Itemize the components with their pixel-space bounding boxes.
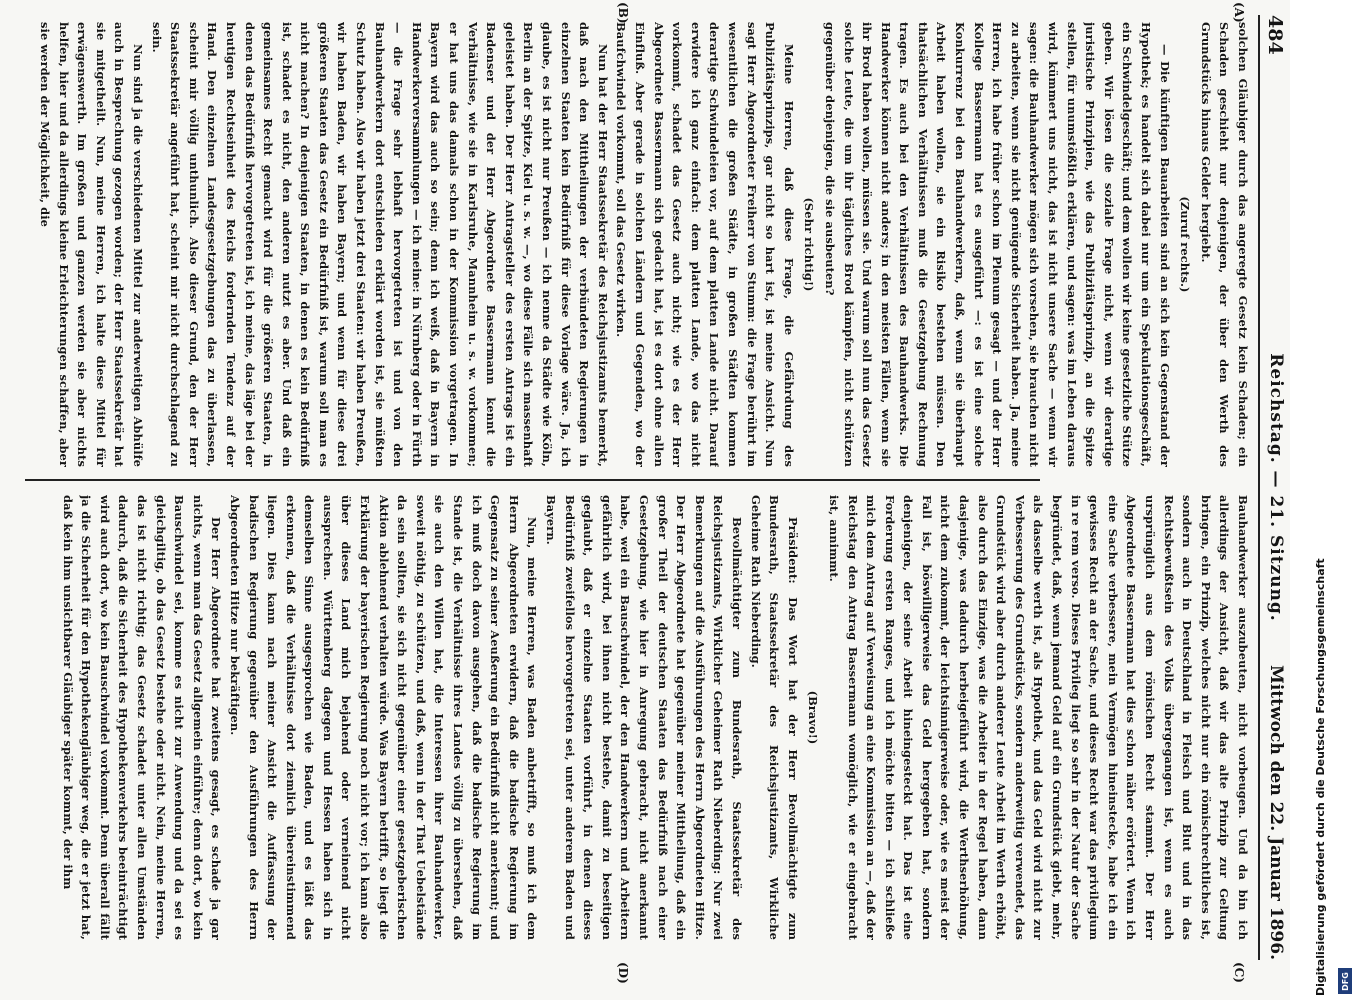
paragraph: Nun, meine Herren, was Baden anbetrifft, so muß ich dem Herrn Abgeordneten erwidern, daß die badische Regierung im Gegensatz zu seiner Aeußerung ein Bedürfniß nicht anerkennt; und ich muß doch davon ausgehen, daß die badische Regierung im Stande ist, die Verhältnisse ihres Landes völlig zu übersehen, daß sie auch den Willen hat, die Interessen ihrer Bauhandwerker, soweit nöthig, zu schützen, und daß, wenn in der That Uebelstände da sein sollten, sie sich nicht gegenüber einer gesetzgeberischen Aktion ablehnend verhalten würde. Was Bayern betrifft, so liegt die Erklärung der bayerischen Regierung noch nicht vor; ich kann also über dieses Land mich bejahend oder verneinend nicht aussprechen. Württemberg dagegen und Hessen haben sich in demselben Sinne ausgesprochen wie Baden, und es läßt das erkennen, daß die Verhältnisse dort ziemlich übereinstimmend liegen. Dies kann nach meiner Ansicht die Auffassung der badischen Regierung gegenüber den Ausführungen des Herrn Abgeordneten Hitze nur bekräftigen. — [227, 495, 540, 940]
paragraph: Meine Herren, daß diese Frage, die Gefährdung des Publizitätsprinzips, gar nicht so hart ist, ist meine Ansicht. Nun sagt Herr Abgeordneter Freiherr von Stumm: die Frage berührt im wesentlichen die großen Städte, in großen Städten kommen derartige Schwindeleien vor, auf dem platten Lande nicht. Darauf erwidere ich ganz einfach: dem platten Lande, wo das nicht vorkommt, schadet das Gesetz auch nicht; wie es der Herr Abgeordnete Bassermann sich gedacht hat, ist es dort ohne allen Einfluß. Aber gerade in solchen Ländern und Gegenden, wo der Baufchwindel vorkommt, soll das Gesetz wirken. — [614, 22, 796, 467]
left-column — [17, 22, 1252, 467]
speaker-paragraph: Bevollmächtigter zum Bundesrath, Staatssekretär des Reichsjustizamts, Wirklicher Geheimer Rath Nieberding: Nur zwei Bemerkungen auf die Ausführungen des Herrn Abgeordneten Hitze. Der Herr Abgeordnete hat gegenüber meiner Mittheilung, daß ein großer Theil der deutschen Staaten das Bedürfniß nach einer Gesetzgebung, wie hier in Anregung gebracht, nicht anerkannt habe, weil ein Bauschwindel, der den Handwerkern und Arbeitern gefährlich wird, bei ihnen nicht bestehe, damit zu beseitigen geglaubt, daß er einzelne Staaten vorführt, in denen dieses Bedürfniß zweifellos hervorgetreten sei, unter anderem Baden und Bayern. — [544, 495, 744, 940]
right-column — [17, 495, 1252, 940]
paragraph: Nun hat der Herr Staatssekretär des Reichsjustizamts bemerkt, daß nach den Mittheilungen der verbündeten Regierungen in einzelnen Staaten kein Bedürfniß für diese Vorlage wäre. Ja, ich glaube, es ist nicht nur Preußen — ich nenne da Städte wie Köln, Berlin an der Spitze, Kiel u. s. w. —, wo diese Fälle sich massenhaft geleistet haben. Der Herr Antragsteller des ersten Antrags ist ein Badenser und der Herr Abgeordnete Bassermann kennt die Verhältnisse, wie sie in Karlsruhe, Mannheim u. s. w. vorkommen; er hat uns das damals schon in der Kommission vorgetragen. In Bayern wird das auch so sein; denn ich weiß, daß in Bayern in Handwerkerversammlungen — ich meine: in Nürnberg oder in Fürth — die Frage sehr lebhaft hervorgetreten ist und von den Bauhandwerkern dort entschieden erklärt worden ist, sie müßten Schutz haben. Also wir haben jetzt drei Staaten: wir haben Preußen, wir haben Baden, wir haben Bayern; und wenn für diese drei größeren Staaten das Gesetz ein Bedürfniß ist, warum soll man es nicht machen? In denjenigen Staaten, in denen es kein Bedürfniß ist, schadet es nicht, den anderen nutzt es aber. Und daß ein gemeinsames Recht gemacht wird für die größeren Staaten, in denen das Bedürfniß hervorgetreten ist, ich meine, das läge bei der heutigen Rechtseinheit des Reichs fordernden Tendenz auf der Hand. Den einzelnen Landesgesetzgebungen das zu überlassen, scheint mir völlig unthunlich. Also dieser Grund, den der Herr Staatssekretär angeführt hat, scheint mir nicht durchschlagend zu sein. — [149, 22, 610, 467]
session-date: Mittwoch den 22. Januar 1896. — [1266, 665, 1286, 960]
margin-mark-d: (D) — [616, 962, 630, 984]
margin-mark-b: (B) — [616, 2, 630, 24]
column-divider — [25, 479, 1040, 481]
paragraph: — Die künftigen Bauarbeiten sind an sich kein Gegenstand der Hypothek; es handelt sich dabei nur um ein Spekulationsgeschäft, ein Schwindelgeschäft; und dem wollen wir keine gesetzliche Stütze geben. Wir lösen die soziale Frage nicht, wenn wir derartige juristische Prinzipien, wie das Publizitätsprinzip, an die Spitze stellen, für unumstößlich erklären, und sagen: was im Leben daraus wird, kümmert uns nicht, das ist nicht unsere Sache — wenn wir sagen: die Bauhandwerker mögen sich vorsehen, sie brauchen nicht zu arbeiten, wenn sie nicht genügende Sicherheit haben. Ja, meine Herren, ich habe früher schon im Plenum gesagt — und der Herr Kollege Bassermann hat es ausgeführt —: es ist eine solche Konkurrenz bei den Bauhandwerkern, daß, wenn sie überhaupt Arbeit haben wollen, sie ein Risiko bestehen müssen. Den thatsächlichen Verhältnissen muß die Gesetzgebung Rechnung tragen. Es auch bei den Verhältnissen des Bauhandwerks. Die Handwerker können nicht anders; in den meisten Fällen, wenn sie ihr Brod haben wollen, müssen sie. Und warum soll nun das Gesetz solche Leute, die um ihr tägliches Brod kämpfen, nicht schützen gegenüber denjenigen, die sie ausbeuten? — [822, 22, 1172, 467]
interjection: (Bravo!) — [806, 690, 821, 745]
speaker-paragraph: Präsident: Das Wort hat der Herr Bevollmächtigte zum Bundesrath, Staatssekretär des Reichsjustizamts, Wirkliche Geheime Rath Nieberding. — [748, 495, 800, 940]
interjection: (Sehr richtig!) — [802, 197, 817, 292]
header-rule — [1258, 15, 1260, 960]
page-title: Reichstag. — 21. Sitzung. — [1266, 353, 1286, 622]
page-number: 484 — [1264, 15, 1286, 55]
paragraph: Der Herr Abgeordnete hat zweitens gesagt, es schade ja gar nichts, wenn man das Gesetz allgemein einführe; denn dort, wo kein Bauschwindel sei, komme es nicht zur Anwendung und da sei es gleichgiltig, ob das Gesetz bestehe oder nicht. Nein, meine Herren, das ist nicht richtig; das Gesetz schadet unter allen Umständen dadurch, daß die Sicherheit des Hypothekenverkehrs beeinträchtigt wird auch dort, wo kein Bauschwindel vorkommt. Denn überall fällt ja die Sicherheit für den Hypothekengläubiger weg, die er jetzt hat, daß kein ihm unsichtbarer Gläubiger später kommt, der ihm — [60, 495, 224, 940]
dfg-logo: DFG — [1338, 968, 1352, 994]
margin-mark-c: (C) — [1232, 962, 1246, 983]
paragraph: Nun sind ja die verschiedenen Mittel zur anderweitigen Abhülfe auch in Besprechung gezogen worden; der Herr Staatssekretär hat sie mitgetheilt. Nun, meine Herren, ich halte diese Mittel für erwägenswerth. Im großen und ganzen werden sie aber nichts helfen, hier und da allerdings kleine Erleichterungen schaffen, aber sie werden der Möglichkeit, die — [38, 22, 145, 467]
margin-mark-a: (A) — [1232, 2, 1246, 23]
paragraph: Bauhandwerker auszubeuten, nicht vorbeugen. Und da bin ich allerdings der Ansicht, daß wir das alte Prinzip zur Geltung bringen, ein Prinzip, welches nicht nur ein römischrechtliches ist, sondern auch in Deutschland in Fleisch und Blut und in das Rechtsbewußtsein des Volks übergegangen ist, wenn es auch ursprünglich aus dem römischen Recht stammt. Der Herr Abgeordnete Bassermann hat dies schon näher erörtert. Wenn ich eine Sache verbessere, mein Vermögen hineinstecke, habe ich ein gewisses Recht an der Sache, und dieses Recht war das privilegium in re rem verso. Dieses Privileg liegt so sehr in der Natur der Sache begründet, daß, wenn jemand Geld auf ein Grundstück giebt, mehr, als dasselbe werth ist, als Hypothek, und das Geld wird nicht zur Verbesserung des Grundstücks, sondern anderweitig verwendet, das Grundstück wird aber durch anderer Leute Arbeit im Werth erhöht, also durch das Einzige, was die Arbeiter in der Regel haben, dann dasjenige, was dadurch herbeigeführt wird, die Werthserhöhung, nicht dem zukommt, der leichtsinnigerweise oder, wie es meist der Fall ist, böswilligerweise das Geld hergegeben hat, sondern denjenigen, der seine Arbeit hineingesteckt hat. Das ist eine Forderung ersten Ranges, und ich möchte bitten — ich schließe mich dem Antrag auf Verweisung an eine Kommission an —, daß der Reichstag den Antrag Bassermann womöglich, wie er eingebracht ist, annimmt. — [826, 495, 1250, 940]
paragraph: solchen Gläubiger durch das angeregte Gesetz kein Schaden; ein Schaden geschieht nur denjenigen, der über den Werth des Grundstücks hinaus Gelder hergiebt. — [1198, 22, 1250, 467]
page-header — [1264, 15, 1286, 960]
digitization-credit: Digitalisierung gefördert durch die Deutsche Forschungsgemeinschaft — [1314, 558, 1327, 996]
interjection: (Zuruf rechts.) — [1178, 196, 1193, 293]
